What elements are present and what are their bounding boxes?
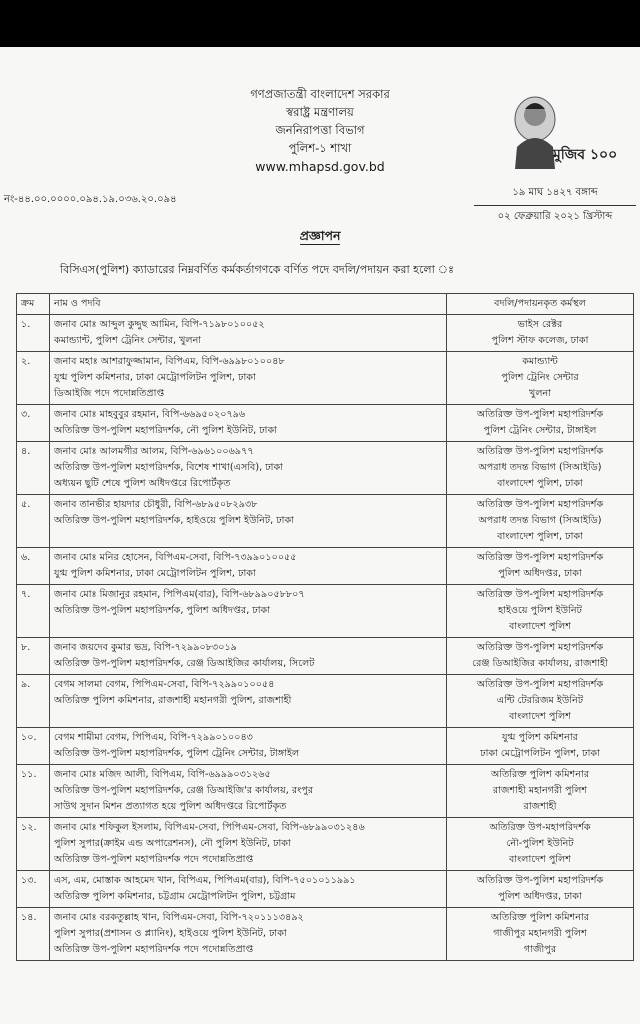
header-place: বদলি/পদায়নকৃত কর্মস্থল [447, 294, 634, 315]
row-serial: ১৪. [17, 908, 50, 961]
place-line: গাজীপুর [523, 944, 557, 955]
row-name-designation [50, 765, 447, 818]
row-posting-place [447, 315, 634, 352]
row-name-designation [50, 871, 447, 908]
table-row [17, 442, 634, 495]
row-name-designation [50, 908, 447, 961]
name-line: অতিরিক্ত উপ-পুলিশ মহাপরিদর্শক, পুলিশ অধিদপ্তর, ঢাকা [54, 605, 270, 616]
name-line: জনাব তানভীর হায়দার চৌধুরী, বিপি-৬৮৯৫০৮২৯৩৮ [54, 499, 258, 510]
row-posting-place [447, 728, 634, 765]
place-line: বাংলাদেশ পুলিশ, ঢাকা [497, 478, 583, 489]
row-serial: ৬. [17, 548, 50, 585]
table-row [17, 638, 634, 675]
place-line: বাংলাদেশ পুলিশ [509, 854, 571, 865]
name-line: অতিরিক্ত উপ-পুলিশ মহাপরিদর্শক পদে পদোন্নতিপ্রাপ্ত [54, 944, 254, 955]
row-serial: ১. [17, 315, 50, 352]
name-line: জনাব মহাঃ আশরাফুজ্জামান, বিপিএম, বিপি-৬৯৯৮০১০০৪৮ [54, 356, 285, 367]
name-line: অতিরিক্ত উপ-পুলিশ মহাপরিদর্শক পদে পদোন্নতিপ্রাপ্ত [54, 854, 254, 865]
place-line: অতিরিক্ত উপ-পুলিশ মহাপরিদর্শক [476, 679, 604, 690]
name-line: কমান্ড্যান্ট, পুলিশ ট্রেনিং সেন্টার, খুলনা [54, 335, 202, 346]
row-serial: ১৩. [17, 871, 50, 908]
place-line: বাংলাদেশ পুলিশ [509, 711, 571, 722]
name-line: অতিরিক্ত উপ-পুলিশ মহাপরিদর্শক, রেঞ্জ ডিআইজি'র কার্যালয়, রংপুর [54, 785, 314, 796]
row-name-designation [50, 405, 447, 442]
name-line: যুগ্ম পুলিশ কমিশনার, ঢাকা মেট্রোপলিটন পুলিশ, ঢাকা [54, 568, 256, 579]
place-line: গাজীপুর মহানগরী পুলিশ [493, 928, 587, 939]
table-row [17, 315, 634, 352]
name-line: জনাব মোঃ আলমগীর আলম, বিপি-৬৯৬১০০৬৯৭৭ [54, 446, 254, 457]
header-name: নাম ও পদবি [50, 294, 447, 315]
row-posting-place [447, 871, 634, 908]
row-serial: ১২. [17, 818, 50, 871]
place-line: অপরাধ তদন্ত বিভাগ (সিআইডি) [478, 515, 602, 526]
place-line: হাইওয়ে পুলিশ ইউনিট [498, 605, 582, 616]
table-row [17, 495, 634, 548]
table-row [17, 871, 634, 908]
name-line: পুলিশ সুপার(প্রশাসন ও প্ল্যানিং), হাইওয়ে পুলিশ ইউনিট, ঢাকা [54, 928, 287, 939]
document-page [0, 47, 640, 1024]
row-name-designation [50, 442, 447, 495]
place-line: রেঞ্জ ডিআইজির কার্যালয়, রাজশাহী [472, 658, 608, 669]
row-name-designation [50, 585, 447, 638]
website-url: www.mhapsd.gov.bd [255, 159, 385, 174]
place-line: বাংলাদেশ পুলিশ, ঢাকা [497, 531, 583, 542]
row-posting-place [447, 495, 634, 548]
row-serial: ২. [17, 352, 50, 405]
table-row [17, 352, 634, 405]
table-row [17, 818, 634, 871]
place-line: অতিরিক্ত পুলিশ কমিশনার [490, 912, 590, 923]
table-row [17, 728, 634, 765]
table-row [17, 675, 634, 728]
date-gregorian: ০২ ফেব্রুয়ারি ২০২১ খ্রিস্টাব্দ [497, 211, 613, 222]
name-line: অতিরিক্ত পুলিশ কমিশনার, রাজশাহী মহানগরী পুলিশ, রাজশাহী [54, 695, 292, 706]
header-line: স্বরাষ্ট্র মন্ত্রণালয় [286, 105, 354, 119]
place-line: অতিরিক্ত উপ-পুলিশ মহাপরিদর্শক [476, 409, 604, 420]
intro-text: বিসিএস(পুলিশ) ক্যাডারের নিম্নবর্ণিত কর্মকর্তাগণকে বর্ণিত পদে বদলি/পদায়ন করা হলো ঃ [60, 263, 454, 276]
name-line: জনাব মোঃ মনির হোসেন, বিপিএম-সেবা, বিপি-৭৩৯৯০১০০৫৫ [54, 552, 297, 563]
name-line: বেগম সালমা বেগম, পিপিএম-সেবা, বিপি-৭২৯৯০১০০৫৪ [54, 679, 275, 690]
row-serial: ৮. [17, 638, 50, 675]
row-name-designation [50, 315, 447, 352]
row-serial: ৩. [17, 405, 50, 442]
memo-number: নং-৪৪.০০.০০০০.০৯৪.১৯.০৩৬.২০.০৯৪ [4, 194, 177, 205]
name-line: অধ্যয়ন ছুটি শেষে পুলিশ অধিদপ্তরে রিপোর্টকৃত [54, 478, 231, 489]
place-line: পুলিশ ট্রেনিং সেন্টার, টাঙ্গাইল [483, 425, 597, 436]
row-name-designation [50, 495, 447, 548]
table-row [17, 405, 634, 442]
place-line: খুলনা [529, 388, 551, 399]
row-serial: ১০. [17, 728, 50, 765]
name-line: ডিআইজি পদে পদোন্নতিপ্রাপ্ত [54, 388, 165, 399]
row-serial: ৫. [17, 495, 50, 548]
name-line: জনাব মোঃ শফিকুল ইসলাম, বিপিএম-সেবা, পিপিএম-সেবা, বিপি-৬৮৯৯০৩১২৪৬ [54, 822, 365, 833]
row-posting-place [447, 405, 634, 442]
document-title: প্রজ্ঞাপন [299, 228, 341, 243]
place-line: রাজশাহী [523, 801, 557, 812]
name-line: অতিরিক্ত পুলিশ কমিশনার, চট্টগ্রাম মেট্রোপলিটন পুলিশ, চট্টগ্রাম [54, 891, 296, 902]
name-line: বেগম শামীমা বেগম, পিপিএম, বিপি-৭২৯৯০১০০৪৩ [54, 732, 253, 743]
transfer-table [16, 293, 634, 961]
row-posting-place [447, 638, 634, 675]
row-name-designation [50, 548, 447, 585]
place-line: অতিরিক্ত পুলিশ কমিশনার [490, 769, 590, 780]
place-line: যুগ্ম পুলিশ কমিশনার [502, 732, 578, 743]
place-line: ঢাকা মেট্রোপলিটন পুলিশ, ঢাকা [480, 748, 600, 759]
row-posting-place [447, 442, 634, 495]
row-name-designation [50, 728, 447, 765]
name-line: অতিরিক্ত উপ-পুলিশ মহাপরিদর্শক, রেঞ্জ ডিআইজির কার্যালয়, সিলেট [54, 658, 315, 669]
name-line: সাউথ সুদান মিশন প্রত্যাগত হয়ে পুলিশ অধিদপ্তরে রিপোর্টকৃত [54, 801, 287, 812]
name-line: জনাব মোঃ মজিদ আলী, বিপিএম, বিপি-৬৯৯৯০৩১২৬৫ [54, 769, 271, 780]
header-line: জননিরাপত্তা বিভাগ [275, 123, 365, 137]
table-row [17, 765, 634, 818]
table-row [17, 908, 634, 961]
name-line: এস, এম, মোস্তাক আহমেদ খান, বিপিএম, পিপিএম(বার), বিপি-৭৫০১০১১৯৯১ [54, 875, 356, 886]
name-line: যুগ্ম পুলিশ কমিশনার, ঢাকা মেট্রোপলিটন পুলিশ, ঢাকা [54, 372, 256, 383]
place-line: অতিরিক্ত উপ-পুলিশ মহাপরিদর্শক [476, 499, 604, 510]
name-line: অতিরিক্ত উপ-পুলিশ মহাপরিদর্শক, নৌ পুলিশ ইউনিট, ঢাকা [54, 425, 277, 436]
place-line: অপরাধ তদন্ত বিভাগ (সিআইডি) [478, 462, 602, 473]
row-posting-place [447, 765, 634, 818]
name-line: জনাব মোঃ আব্দুল কুদ্দুছ আমিন, বিপি-৭১৯৮০১০০৫২ [54, 319, 265, 330]
name-line: জনাব মোঃ মাহবুবুর রহমান, বিপি-৬৬৯৫০২০৭৯৬ [54, 409, 246, 420]
name-line: জনাব মোঃ বরকতুল্লাহ খান, বিপিএম-সেবা, বিপি-৭২০১১১৩৪৯২ [54, 912, 304, 923]
header-line: পুলিশ-১ শাখা [288, 141, 352, 155]
header-line: গণপ্রজাতন্ত্রী বাংলাদেশ সরকার [250, 87, 390, 101]
place-line: পুলিশ ট্রেনিং সেন্টার [501, 372, 579, 383]
place-line: অতিরিক্ত উপ-মহাপরিদর্শক [489, 822, 591, 833]
place-line: কমান্ড্যান্ট [522, 356, 558, 367]
place-line: পুলিশ স্টাফ কলেজ, ঢাকা [491, 335, 589, 346]
row-name-designation [50, 675, 447, 728]
name-line: জনাব মোঃ মিজানুর রহমান, পিপিএম(বার), বিপি-৬৮৯৯০৫৮৮০৭ [54, 589, 305, 600]
name-line: জনাব জয়দেব কুমার ভদ্র, বিপি-৭২৯৯০৮৩০১৯ [54, 642, 237, 653]
row-name-designation [50, 352, 447, 405]
table-row [17, 585, 634, 638]
row-posting-place [447, 908, 634, 961]
place-line: এন্টি টেররিজম ইউনিট [496, 695, 584, 706]
row-name-designation [50, 818, 447, 871]
place-line: অতিরিক্ত উপ-পুলিশ মহাপরিদর্শক [476, 875, 604, 886]
date-bangla: ১৯ মাঘ ১৪২৭ বঙ্গাব্দ [474, 185, 636, 206]
name-line: পুলিশ সুপার(ক্রাইম এন্ড অপারেশনস), নৌ পুলিশ ইউনিট, ঢাকা [54, 838, 291, 849]
row-posting-place [447, 818, 634, 871]
place-line: পুলিশ অধিদপ্তর, ঢাকা [498, 568, 582, 579]
logo-text: মুজিব ১০০ [553, 147, 618, 163]
place-line: অতিরিক্ত উপ-পুলিশ মহাপরিদর্শক [476, 642, 604, 653]
row-serial: ১১. [17, 765, 50, 818]
place-line: অতিরিক্ত উপ-পুলিশ মহাপরিদর্শক [476, 552, 604, 563]
row-serial: ৪. [17, 442, 50, 495]
row-serial: ৯. [17, 675, 50, 728]
table-row [17, 548, 634, 585]
place-line: পুলিশ অধিদপ্তর, ঢাকা [498, 891, 582, 902]
place-line: ভাইস রেক্টর [517, 319, 563, 330]
table-header-row [17, 294, 634, 315]
name-line: অতিরিক্ত উপ-পুলিশ মহাপরিদর্শক, হাইওয়ে পুলিশ ইউনিট, ঢাকা [54, 515, 294, 526]
mujib-100-logo [505, 89, 618, 175]
row-serial: ৭. [17, 585, 50, 638]
place-line: বাংলাদেশ পুলিশ [509, 621, 571, 632]
place-line: অতিরিক্ত উপ-পুলিশ মহাপরিদর্শক [476, 446, 604, 457]
row-posting-place [447, 352, 634, 405]
place-line: নৌ-পুলিশ ইউনিট [506, 838, 574, 849]
place-line: রাজশাহী মহানগরী পুলিশ [492, 785, 588, 796]
name-line: অতিরিক্ত উপ-পুলিশ মহাপরিদর্শক, বিশেষ শাখা(এসবি), ঢাকা [54, 462, 283, 473]
row-posting-place [447, 675, 634, 728]
header-serial: ক্রম [17, 294, 50, 315]
place-line: অতিরিক্ত উপ-পুলিশ মহাপরিদর্শক [476, 589, 604, 600]
memo-date [474, 185, 636, 226]
row-posting-place [447, 585, 634, 638]
row-name-designation [50, 638, 447, 675]
name-line: অতিরিক্ত উপ-পুলিশ মহাপরিদর্শক, পুলিশ ট্রেনিং সেন্টার, টাঙ্গাইল [54, 748, 300, 759]
row-posting-place [447, 548, 634, 585]
